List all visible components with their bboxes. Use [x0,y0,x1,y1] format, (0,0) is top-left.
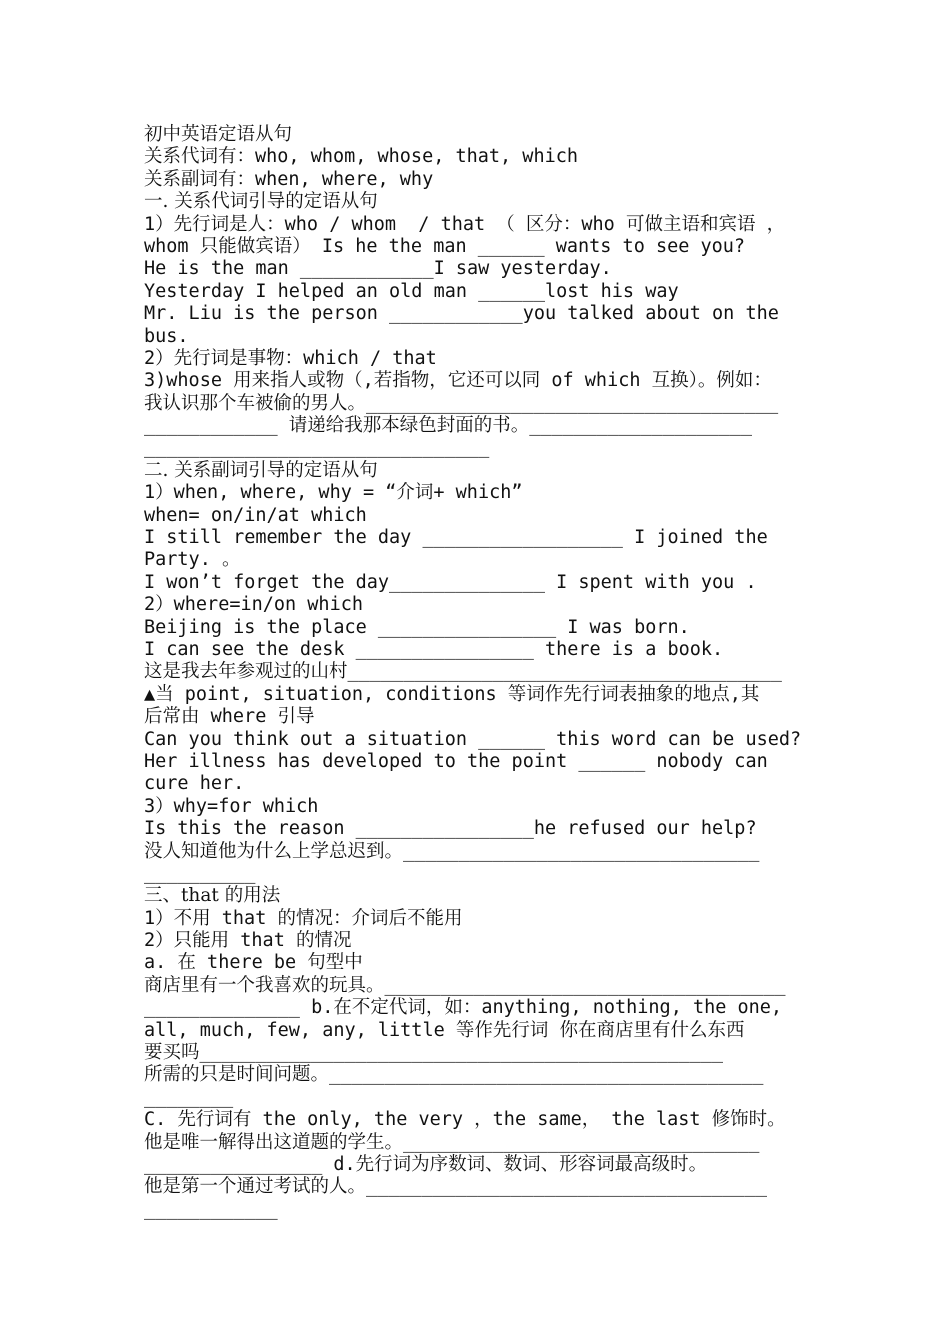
text-line: C. 先行词有 the only, the very ，the same， the last 修饰时。 [144,1109,786,1131]
text-line: whom 只能做宾语） Is he the man ______ wants to see you? [144,235,746,257]
section-heading: 一. 关系代词引导的定语从句 [144,191,378,213]
document-body [144,124,808,1221]
text-line: 关系代词有：who, whom, whose, that, which [144,146,579,168]
section-heading: 三、that 的用法 [144,885,281,907]
text-line: 他是唯一解得出这道题的学生。________________________________ [144,1131,760,1153]
text-line: ▲当 point, situation, conditions 等词作先行词表抽象的地点,其 [144,683,760,705]
text-line: Yesterday I helped an old man ______lost his way [144,280,679,302]
text-line: 1）先行词是人：who / whom / that （ 区分：who 可做主语和宾语 ， [144,213,786,235]
text-line: 商店里有一个我喜欢的玩具。____________________________________ [144,974,786,996]
text-line: 关系副词有：when, where, why [144,168,434,190]
text-line: 1）不用 that 的情况：介词后不能用 [144,907,463,929]
text-line: ____________ [144,1198,278,1220]
text-line: 2）只能用 that 的情况 [144,930,352,952]
text-line: 所需的只是时间问题。_______________________________________ [144,1064,764,1086]
text-line: 我认识那个车被偷的男人。_____________________________________ [144,392,779,414]
text-line: __________ [144,862,256,884]
section-heading: 二. 关系副词引导的定语从句 [144,459,378,481]
text-line: I still remember the day __________________ I joined the [144,527,768,549]
text-line: 2）先行词是事物：which / that [144,347,437,369]
text-line: cure her. [144,773,245,795]
text-line: I won’t forget the day______________ I spent with you . [144,571,757,593]
text-line: ________________ d.先行词为序数词、数词、形容词最高级时。 [144,1153,708,1175]
text-line: 这是我去年参观过的山村_______________________________________ [144,661,782,683]
text-line: 他是第一个通过考试的人。____________________________________ [144,1176,767,1198]
text-line: ________ [144,1086,234,1108]
text-line: _______________________________ [144,437,490,459]
text-line: 3)whose 用来指人或物（,若指物，它还可以同 of which 互换）。例如： [144,370,772,392]
text-line: 要买吗_______________________________________________ [144,1042,723,1064]
text-line: Can you think out a situation ______ this word can be used? [144,728,802,750]
text-line: Her illness has developed to the point ______ nobody can [144,750,768,772]
text-line: 后常由 where 引导 [144,706,315,728]
text-line: Beijing is the place ________________ I was born. [144,616,690,638]
text-line: 1）when, where, why = “介词+ which” [144,482,523,504]
text-line: bus. [144,325,189,347]
text-line: ____________ 请递给我那本绿色封面的书。____________________ [144,415,753,437]
text-line: Mr. Liu is the person ____________you talked about on the [144,303,779,325]
document-title: 初中英语定语从句 [144,124,293,145]
text-line: a. 在 there be 句型中 [144,952,363,974]
text-line: Party. 。 [144,549,241,571]
text-line: when= on/in/at which [144,504,367,526]
text-line: all, much, few, any, little 等作先行词 你在商店里有什么东西 [144,1019,745,1041]
text-line: 3）why=for which [144,795,319,817]
text-line: ______________ b.在不定代词，如：anything, nothing, the one, [144,997,783,1019]
text-line: He is the man ____________I saw yesterday. [144,258,612,280]
text-line: I can see the desk ________________ there is a book. [144,638,724,660]
text-line: 2）where=in/on which [144,594,363,616]
text-line: 没人知道他为什么上学总迟到。________________________________ [144,840,760,862]
text-line: Is this the reason ________________he refused our help? [144,818,757,840]
